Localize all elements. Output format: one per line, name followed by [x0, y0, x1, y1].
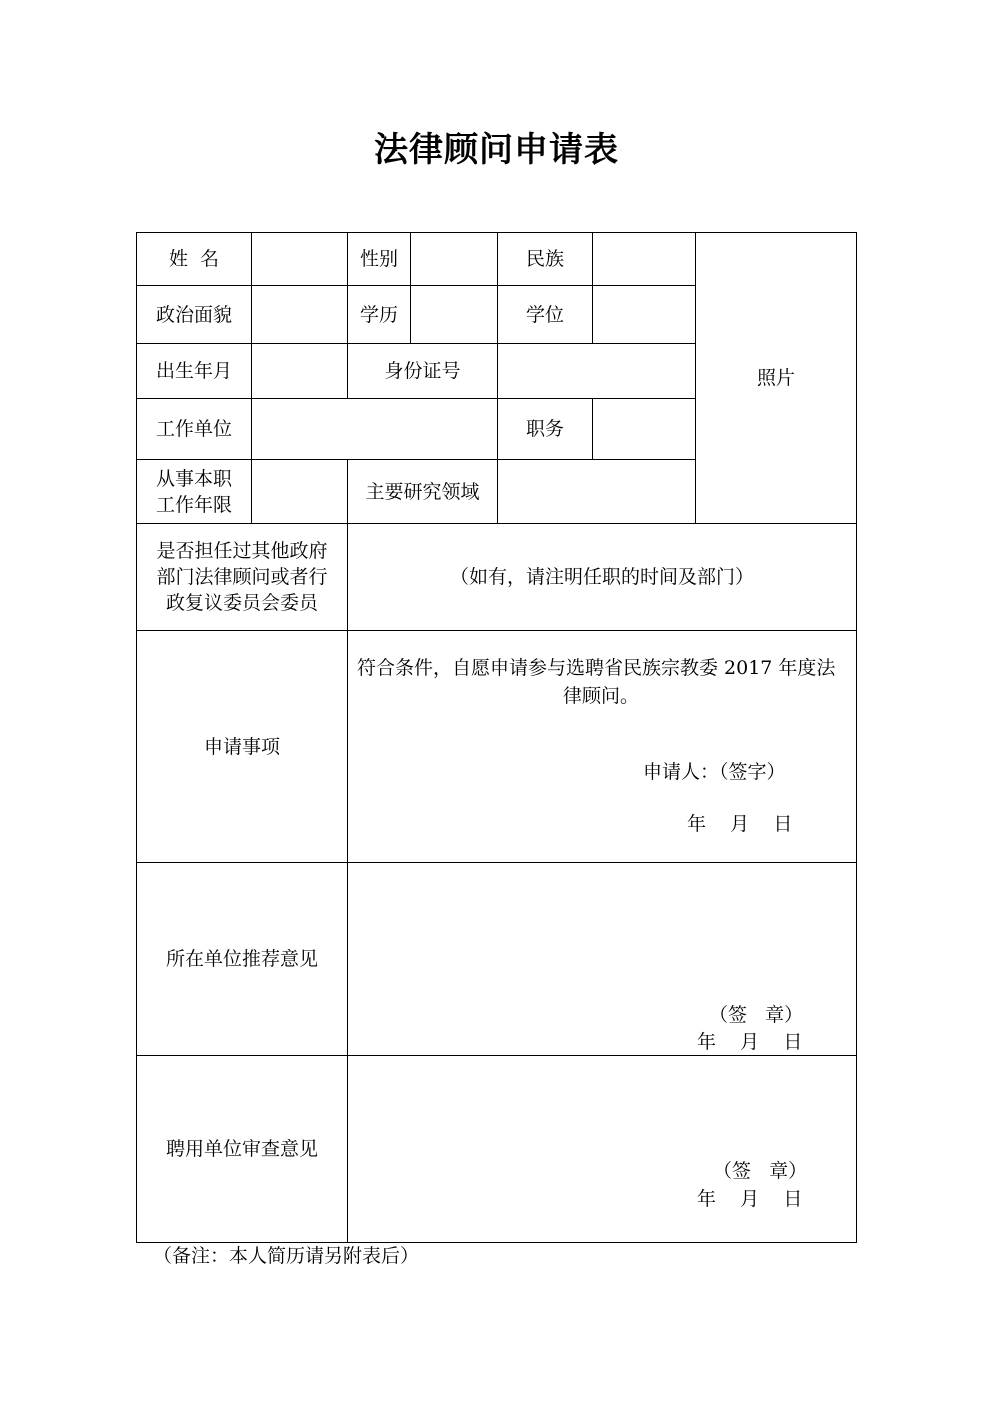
research-label: 主要研究领域 [347, 459, 498, 524]
workplace-field[interactable] [251, 398, 498, 460]
birth-field[interactable] [251, 343, 348, 399]
degree-label: 学位 [497, 285, 593, 344]
education-label: 学历 [347, 285, 411, 344]
application-text-1: 符合条件，自愿申请参与选聘省民族宗教委 2017 年度法 [357, 657, 836, 679]
unit-opinion-label: 所在单位推荐意见 [136, 862, 348, 1056]
other-gov-field[interactable] [347, 523, 857, 631]
footnote: （备注：本人简历请另附表后） [153, 1245, 420, 1267]
birth-label: 出生年月 [136, 343, 252, 399]
application-date: 年 月 日 [687, 813, 793, 835]
workplace-label: 工作单位 [136, 398, 252, 460]
education-field[interactable] [410, 285, 498, 344]
photo-label: 照片 [756, 367, 795, 389]
hiring-opinion-label: 聘用单位审查意见 [136, 1055, 348, 1243]
id-field[interactable] [497, 343, 696, 399]
unit-seal: （签 章） [709, 1004, 804, 1026]
hiring-seal: （签 章） [713, 1160, 808, 1182]
id-label: 身份证号 [347, 343, 498, 399]
hiring-date: 年 月 日 [697, 1188, 803, 1210]
ethnicity-field[interactable] [592, 232, 696, 286]
gender-field[interactable] [410, 232, 498, 286]
name-field[interactable] [251, 232, 348, 286]
unit-date: 年 月 日 [697, 1031, 803, 1053]
years-label: 从事本职 工作年限 [136, 459, 252, 524]
photo-box[interactable] [695, 232, 857, 524]
ethnicity-label: 民族 [497, 232, 593, 286]
degree-field[interactable] [592, 285, 696, 344]
application-label: 申请事项 [136, 630, 348, 863]
position-label: 职务 [497, 398, 593, 460]
years-field[interactable] [251, 459, 348, 524]
research-field[interactable] [497, 459, 696, 524]
application-text-2: 律顾问。 [563, 685, 640, 707]
political-field[interactable] [251, 285, 348, 344]
hiring-opinion-field[interactable] [347, 1055, 857, 1243]
gender-label: 性别 [347, 232, 411, 286]
position-field[interactable] [592, 398, 696, 460]
name-label: 姓 名 [136, 232, 252, 286]
other-gov-label: 是否担任过其他政府 部门法律顾问或者行 政复议委员会委员 [136, 523, 348, 631]
applicant-signature: 申请人：（签字） [643, 761, 786, 783]
other-gov-hint: （如有，请注明任职的时间及部门） [449, 566, 754, 588]
page-title: 法律顾问申请表 [374, 130, 619, 170]
political-label: 政治面貌 [136, 285, 252, 344]
